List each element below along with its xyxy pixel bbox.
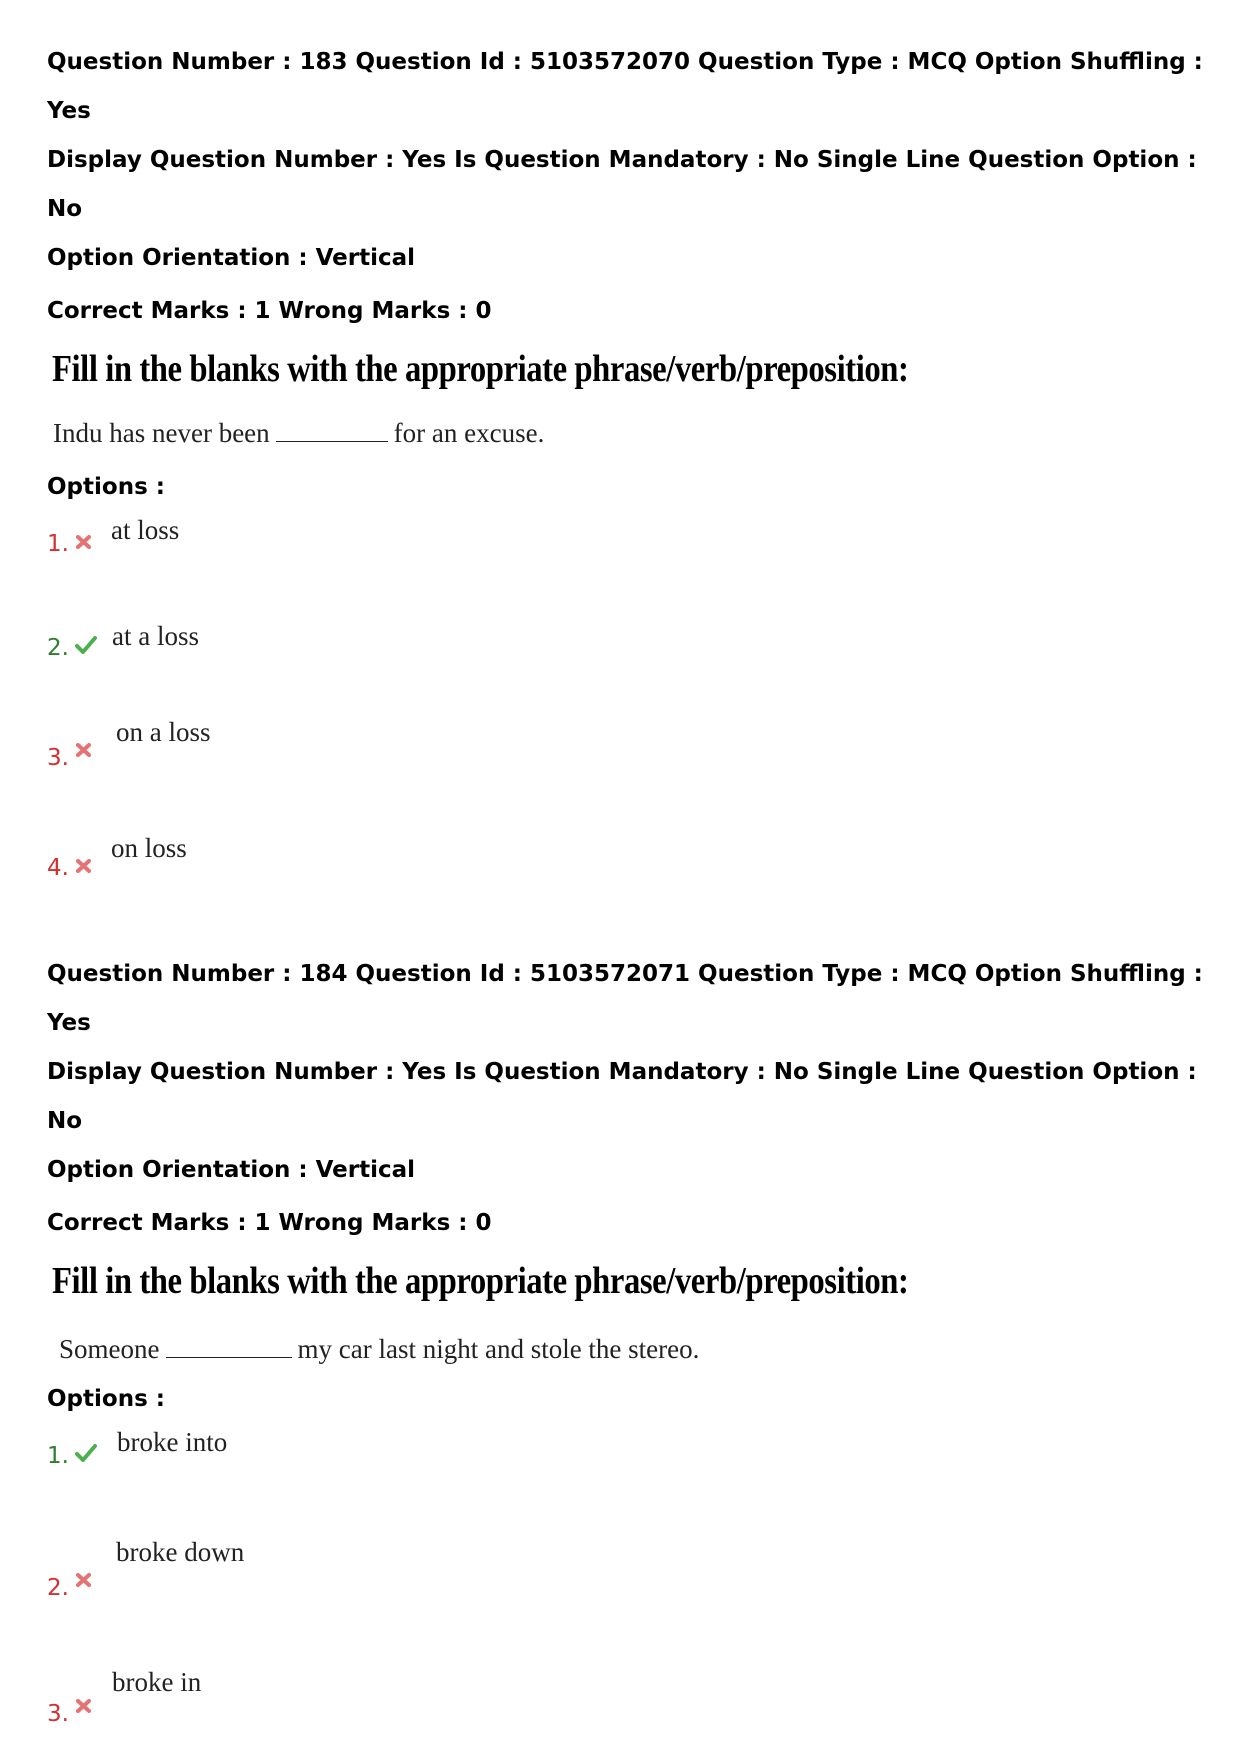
question-meta-line: Option Orientation : Vertical [47,245,416,271]
question-heading: Fill in the blanks with the appropriate phrase/verb/preposition: [52,348,909,390]
option-text: on a loss [116,717,211,747]
option-number: 4. [47,855,69,881]
option-item[interactable] [47,1667,647,1737]
option-text: broke down [116,1537,245,1567]
option-text: at a loss [112,621,199,651]
option-number: 1. [47,531,69,557]
question-text-after: my car last night and stole the stereo. [297,1334,700,1364]
question-text-before: Someone [59,1334,160,1364]
option-text: broke in [112,1667,202,1697]
question-meta-line: Display Question Number : Yes Is Question Mandatory : No Single Line Question Option : No [47,147,1197,222]
option-item[interactable] [47,611,647,671]
option-number: 1. [47,1443,69,1469]
option-text: on loss [111,833,187,863]
question-heading: Fill in the blanks with the appropriate phrase/verb/preposition: [52,1260,909,1302]
question-text [53,415,1207,451]
question-meta-line: Question Number : 183 Question Id : 5103572070 Question Type : MCQ Option Shuffling : Yes [47,49,1203,124]
option-item[interactable] [47,1537,647,1611]
question-meta-line: Display Question Number : Yes Is Question Mandatory : No Single Line Question Option : No [47,1059,1197,1134]
options-list [47,507,1207,887]
cross-icon [75,857,93,875]
question-meta-line: Option Orientation : Vertical [47,1157,416,1183]
blank-line [276,419,388,442]
marks-line: Correct Marks : 1 Wrong Marks : 0 [47,1210,492,1236]
marks-line: Correct Marks : 1 Wrong Marks : 0 [47,298,492,324]
question-text [59,1331,1207,1367]
question-meta-line: Question Number : 184 Question Id : 5103572071 Question Type : MCQ Option Shuffling : Yes [47,961,1203,1036]
option-item[interactable] [47,1419,647,1479]
check-icon [75,1443,97,1463]
cross-icon [75,741,93,759]
question-text-before: Indu has never been [53,418,270,448]
option-item[interactable] [47,717,647,781]
check-icon [75,635,97,655]
cross-icon [75,1697,93,1715]
option-number: 2. [47,1575,69,1601]
blank-line [166,1335,292,1358]
option-text: broke into [117,1427,228,1457]
question-block [47,38,1207,887]
option-item[interactable] [47,831,647,891]
options-label: Options : [47,1386,165,1412]
option-number: 3. [47,1701,69,1727]
question-text-after: for an excuse. [393,418,545,448]
options-label: Options : [47,474,165,500]
question-block [47,950,1207,1739]
cross-icon [75,1571,93,1589]
option-item[interactable] [47,507,647,567]
option-number: 2. [47,635,69,661]
cross-icon [75,533,93,551]
options-list [47,1419,1207,1739]
option-text: at loss [111,515,180,545]
option-number: 3. [47,745,69,771]
